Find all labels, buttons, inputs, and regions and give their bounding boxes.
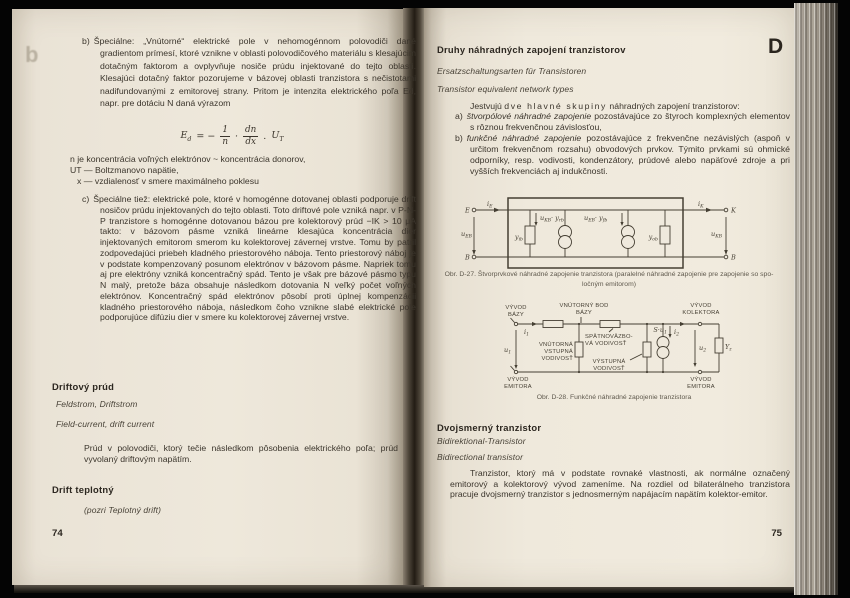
- load-admittance-label: $Y_z$: [725, 343, 732, 353]
- base-terminal-label: VÝVOD: [505, 305, 527, 311]
- figure-d28-caption: Obr. D-28. Funkčné náhradné zapojenie tranzistora: [536, 394, 692, 401]
- legend-line: x — vzdialenosť v smere maximálneho poklesu: [77, 175, 259, 186]
- admittance-yib-label: $y_{ib}$: [514, 233, 523, 243]
- current-ik-label: $i_K$: [698, 200, 704, 210]
- admittance-yob-label: $y_{ob}$: [648, 233, 658, 243]
- translation-german: Feldstrom, Driftstrom: [56, 399, 138, 409]
- entry-title-dvojsmerny: Dvojsmerný tranzistor: [437, 422, 542, 433]
- output-conductance-label: VODIVOSŤ: [593, 366, 625, 372]
- entry-title-drift-teplotny: Drift teplotný: [52, 484, 114, 495]
- show-through-letter: d: [25, 42, 39, 67]
- item-marker: c): [82, 194, 90, 204]
- definition-text: Prúd v polovodiči, ktorý tečie následkom pôsobenia elektrického poľa; prúd vyvolaný driftovým napätím.: [84, 443, 398, 464]
- collector-terminal-label: KOLEKTORA: [682, 310, 720, 316]
- formula-rhs: $U_T$: [271, 130, 284, 144]
- terminal-e-label: E: [465, 206, 470, 215]
- item-marker: b): [455, 133, 463, 143]
- intro-pre: Jestvujú: [470, 101, 502, 111]
- internal-base-node-label: BÁZY: [576, 310, 592, 316]
- terminal-b-left-label: B: [465, 253, 470, 262]
- entry-title-druhy: Druhy náhradných zapojení tranzistorov: [437, 44, 626, 55]
- current-ie-label: $i_E$: [487, 200, 493, 210]
- item-text: Špeciálne tiež: elektrické pole, ktoré v homogénne dotovanej oblasti podporuje drift nosičov prúdu injektovaných do tejto oblasti. Toto driftové pole vzniká napr. v P-N-P tranzistore s homogénne dotovanou bázou pre kolektorový prúd −IK > 10 μA takto: v bázovom pásme vzniká lineárne klesajúca koncentrácia dier injektovaných emitorom smerom ku kolektorovej závernej vrstve. Tomu by patril zodpovedajúci priebeh kladného priestorového náboja. Tento priestorový náboj je v podstate kompenzovaný posunom elektrónov v bázovom pásme. Napriek tomu aj pre elektróny vzniká koncentračný spád. Tento je však pre bázové pásmo typu N malý, pretože báza obsahuje následkom dotovania N veľký počet voľných elektrónov. Koncentračný spád elektrónov pôsobí proti úplnej kompenzácii kladného priestorového náboja, následkom čoho vznikne slabé elektrické pole podporujúce difúziu dier v smere ku kolektorovej závernej vrstve.: [93, 194, 416, 323]
- emitter-terminal-right-label: VÝVOD: [690, 377, 712, 383]
- voltage-u1-label: $u_1$: [504, 346, 512, 356]
- feedback-conductance-label: SPÄTNOVÄZBO-: [585, 334, 633, 340]
- input-conductance-label: VODIVOSŤ: [541, 356, 573, 362]
- current-i2-label: $i_2$: [674, 328, 680, 338]
- item-text: pozostávajúce zo štyroch komplexných elementov s rôznou frekvenčnou závislosťou,: [470, 111, 790, 132]
- feedback-conductance-label: VÁ VODIVOSŤ: [585, 341, 627, 347]
- terminal-k-label: K: [731, 206, 736, 215]
- formula-dot: ·: [234, 131, 238, 143]
- voltage-u2-label: $u_2$: [699, 344, 707, 354]
- figure-d28-schematic: [496, 297, 732, 391]
- list-item-a: [455, 111, 790, 133]
- emitter-terminal-left-label: EMITORA: [504, 384, 532, 390]
- intro-spaced: dve hlavné skupiny: [504, 101, 607, 111]
- legend-line: UT — Boltzmanovo napätie,: [70, 164, 179, 175]
- definition-text: Tranzistor, ktorý má v podstate rovnaké vlastnosti, ak normálne označený emitorový a kolektorový vývod zameníme. Na rozdiel od bilaterálneho tranzistora pracuje dvojsmerný tranzistor s jednosmerným napájacím napätím kolektor-emitor.: [450, 468, 790, 500]
- caption-line: Obr. D-27. Štvorprvkové náhradné zapojenie tranzistora (paralelné náhradné zapojenie pre zapojenie so spo-: [444, 271, 774, 278]
- voltage-ueb-label: $u_{EB}$: [461, 230, 472, 240]
- item-marker: a): [455, 111, 463, 121]
- translation-german: Ersatzschaltungsarten für Transistoren: [437, 66, 587, 76]
- item-text: Špeciálne: „Vnútorné“ elektrické pole v nehomogénnom polovodiči dané gradientom prímesí, ktoré vznikne v oblasti polovodičového materiálu s klesajúcim dotačným faktorom a ovplyvňuje nosiče prúdu injektované do tejto oblasti. Klesajúci dotačný faktor pozorujeme v bázovej oblasti tranzistora s nečistotami nadifundovanými z emitorovej strany. Pritom je intenzita elektrického poľa Ed, napr. pre dotáciu N daná výrazom: [93, 36, 416, 109]
- entry-title-driftovy-prud: Driftový prúd: [52, 381, 115, 392]
- item-text: pozostávajúce z frekvenčne nezávislých (aspoň v určitom frekvenčnom rozsahu) obvodových prvkov. Týmito prvkami sú ohmické odporníky, resp. vodivosti, kondenzátory, prúdové alebo napäťové zdroje a pri vyšších frekvenciách aj indukčnosti.: [470, 133, 790, 176]
- formula-mul: .: [263, 131, 267, 143]
- emitter-terminal-left-label: VÝVOD: [507, 377, 529, 383]
- legend-line: n je koncentrácia voľných elektrónov ~ koncentrácia donorov,: [70, 154, 306, 164]
- right-page: [424, 8, 794, 587]
- source2-label: $u_{EB}\cdot y_{fb}$: [584, 214, 608, 224]
- formula-lhs: $E_d$: [180, 130, 192, 144]
- page-number-left: 74: [52, 528, 63, 539]
- list-item-b: [455, 133, 790, 177]
- figure-d27-caption: [444, 270, 774, 290]
- terminal-b-right-label: B: [731, 253, 736, 262]
- cross-reference: (pozri Teplotný drift): [84, 505, 161, 515]
- current-i1-label: $i_1$: [524, 328, 530, 338]
- formula-equals: = −: [196, 131, 216, 143]
- formula-fraction-2: $\frac{dn}{dx}$: [245, 125, 257, 148]
- collector-terminal-label: VÝVOD: [690, 303, 712, 309]
- translation-german: Bidirektional-Transistor: [437, 436, 526, 446]
- caption-line: ločným emitorom): [581, 281, 636, 288]
- definition-item-b: [82, 35, 416, 109]
- input-conductance-label: VNÚTORNÁ: [538, 342, 573, 348]
- item-marker: b): [82, 36, 90, 46]
- output-conductance-label: VÝSTUPNÁ: [592, 359, 626, 365]
- item-lead: štvorpólové náhradné zapojenie: [466, 111, 592, 121]
- formula-fraction-1: $\frac{1}{n}$: [222, 125, 228, 148]
- translation-english: Transistor equivalent network types: [437, 84, 574, 94]
- translation-english: Bidirectional transistor: [437, 452, 524, 462]
- emitter-terminal-right-label: EMITORA: [687, 384, 715, 390]
- drift-field-formula: [82, 126, 382, 147]
- item-lead: funkčné náhradné zapojenie: [466, 133, 582, 143]
- definition-item-c: [82, 194, 416, 323]
- intro-post: náhradných zapojení tranzistorov:: [609, 101, 740, 111]
- section-letter-tab: D: [768, 35, 784, 58]
- type-list: [455, 111, 790, 177]
- left-page: [12, 9, 416, 585]
- voltage-ukb-label: $u_{KB}$: [711, 230, 722, 240]
- formula-legend: [70, 154, 398, 186]
- source1-label: $u_{KB}\cdot y_{rb}$: [540, 214, 564, 224]
- figure-d27-schematic: [460, 196, 740, 276]
- internal-base-node-label: VNÚTORNÝ BOD: [559, 303, 609, 309]
- input-conductance-label: VSTUPNÁ: [544, 349, 573, 355]
- translation-english: Field-current, drift current: [56, 419, 155, 429]
- controlled-source-label: $S\cdot u_1$: [653, 326, 667, 336]
- page-edge-stack: [794, 3, 838, 595]
- page-number-right: 75: [771, 528, 782, 539]
- base-terminal-label: BÁZY: [508, 312, 524, 318]
